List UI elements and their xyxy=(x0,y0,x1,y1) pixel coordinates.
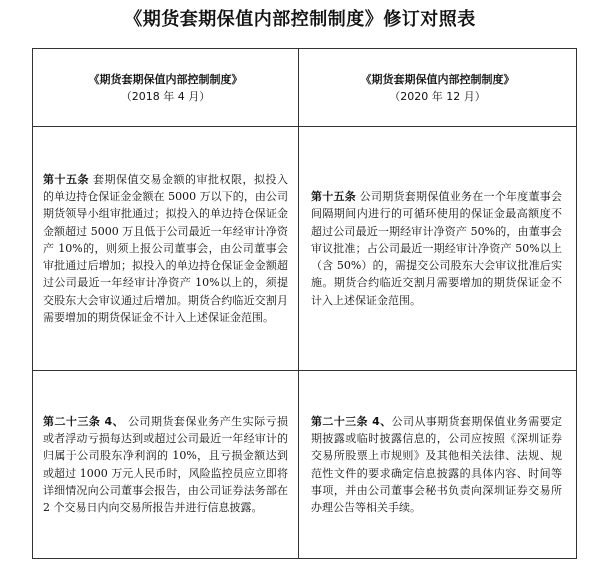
old-article-15-cell xyxy=(33,127,299,371)
table-row xyxy=(33,127,577,371)
article-label: 第二十三条 4、 xyxy=(311,414,392,428)
article-label: 第十五条 xyxy=(43,173,89,187)
header-date-new: （2020 年 12 月） xyxy=(389,89,486,103)
header-date-old: （2018 年 4 月） xyxy=(120,89,211,103)
comparison-table xyxy=(32,48,577,559)
article-label: 第十五条 xyxy=(311,190,356,204)
new-article-23-cell xyxy=(299,371,577,559)
article-text: 公司期货套期保值业务在一个年度董事会间隔期间内进行的可循环使用的保证金最高额度不超过公司最近一期经审计净资产 50%的，由董事会审议批准；占公司最近一期经审计净资产 50%以上（含 50%）的，需提交公司股东大会审议批准后实施。期货合约临近交割月需要增加的期货保证金不计入上述保证金范围。 xyxy=(311,190,562,307)
table-row xyxy=(33,371,577,559)
document-title: 《期货套期保值内部控制制度》修订对照表 xyxy=(124,9,476,30)
header-cell-new-version xyxy=(299,49,577,127)
header-name-new: 《期货套期保值内部控制制度》 xyxy=(360,72,515,86)
article-text: 公司期货套保业务产生实际亏损或者浮动亏损每达到或超过公司最近一年经审计的归属于公司股东净利润的 10%，且亏损金额达到或超过 1000 万元人民币时，风险监控员应立即将详细情况向公司董事会报告，由公司证券法务部在 2 个交易日内向交易所报告并进行信息披露。 xyxy=(43,414,288,514)
table-header-row xyxy=(33,49,577,127)
article-label: 第二十三条 4、 xyxy=(43,414,125,428)
new-article-15-cell xyxy=(299,127,577,371)
article-text: 套期保值交易金额的审批权限，拟投入的单边持仓保证金金额在 5000 万以下的，由公司期货领导小组审批通过；拟投入的单边持仓保证金金额超过 5000 万且低于公司最近一年经审计净资产 10%的，则须上报公司董事会，由公司董事会审批通过后增加；拟投入的单边持仓保证金金额超过公司最近一年经审计净资产 10%以上的，须提交股东大会审议通过后增加。期货合约临近交割月需要增加的期货保证金不计入上述保证金范围。 xyxy=(43,173,288,324)
header-name-old: 《期货套期保值内部控制制度》 xyxy=(88,72,243,86)
header-cell-old-version xyxy=(33,49,299,127)
old-article-23-cell xyxy=(33,371,299,559)
article-text: 公司从事期货套期保值业务需要定期披露或临时披露信息的，公司应按照《深圳证券交易所股票上市规则》及其他相关法律、法规、规范性文件的要求确定信息披露的具体内容、时间等事项，并由公司董事会秘书负责向深圳证券交易所办理公告等相关手续。 xyxy=(311,414,563,514)
